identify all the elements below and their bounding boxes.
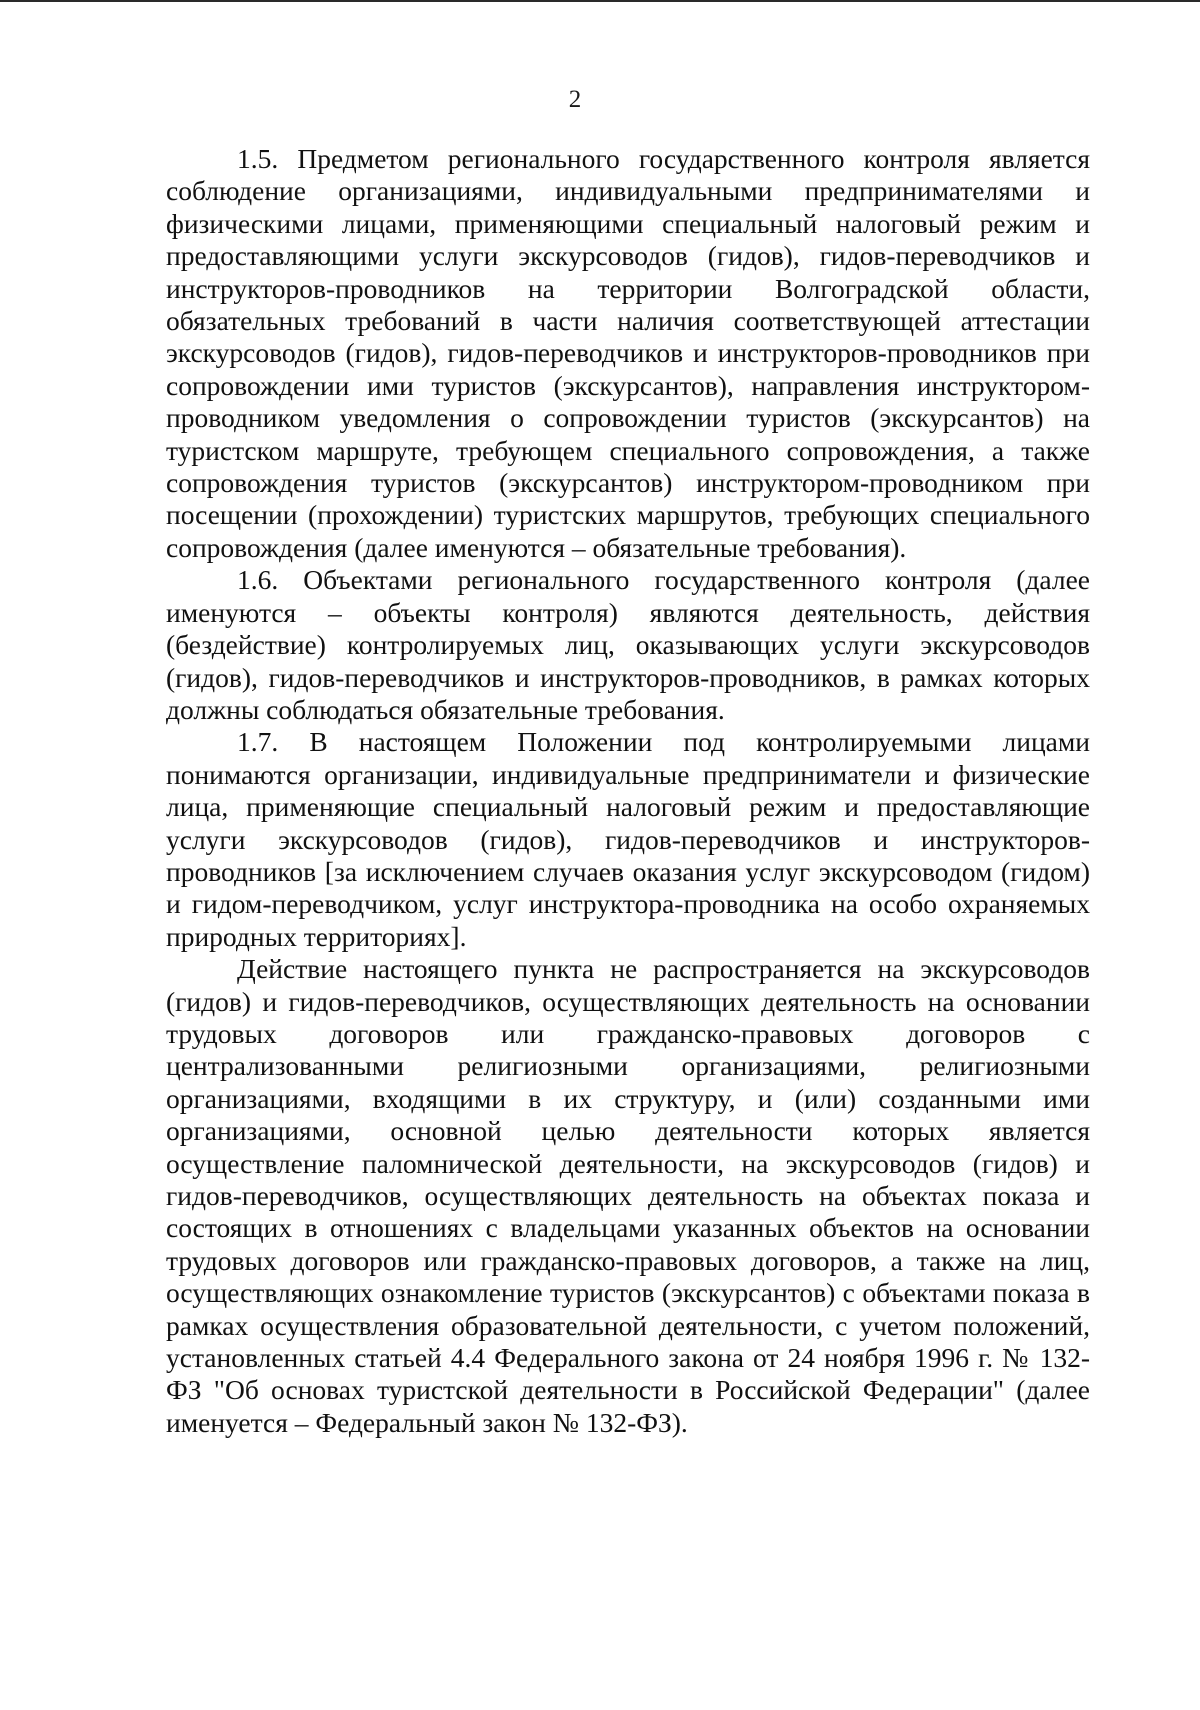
paragraph-1-5: 1.5. Предметом регионального государственного контроля является соблюдение организациями, индивидуальными предпринимателями и физическими лицами, применяющими специальный налоговый режим и предоставляющими услуги экскурсоводов (гидов), гидов-переводчиков и инструкторов-проводников на территории Волгоградской области, обязательных требований в части наличия соответствующей аттестации экскурсоводов (гидов), гидов-переводчиков и инструкторов-проводников при сопровождении ими туристов (экскурсантов), направления инструктором-проводником уведомления о сопровождении туристов (экскурсантов) на туристском маршруте, требующем специального сопровождения, а также сопровождения туристов (экскурсантов) инструктором-проводником при посещении (прохождении) туристских маршрутов, требующих специального сопровождения (далее именуются – обязательные требования).: [166, 143, 1090, 563]
paragraph-1-6: 1.6. Объектами регионального государственного контроля (далее именуются – объекты контроля) являются деятельность, действия (бездействие) контролируемых лиц, оказывающих услуги экскурсоводов (гидов), гидов-переводчиков и инструкторов-проводников, в рамках которых должны соблюдаться обязательные требования.: [166, 564, 1090, 725]
paragraph-1-7-exception: Действие настоящего пункта не распространяется на экскурсоводов (гидов) и гидов-переводчиков, осуществляющих деятельность на основании трудовых договоров или гражданско-правовых договоров с централизованными религиозными организациями, религиозными организациями, входящими в их структуру, и (или) созданными ими организациями, основной целью деятельности которых является осуществление паломнической деятельности, на экскурсоводов (гидов) и гидов-переводчиков, осуществляющих деятельность на объектах показа и состоящих в отношениях с владельцами указанных объектов на основании трудовых договоров или гражданско-правовых договоров, а также на лиц, осуществляющих ознакомление туристов (экскурсантов) с объектами показа в рамках осуществления образовательной деятельности, с учетом положений, установленных статьей 4.4 Федерального закона от 24 ноября 1996 г. № 132-ФЗ "Об основах туристской деятельности в Российской Федерации" (далее именуется – Федеральный закон № 132-ФЗ).: [166, 953, 1090, 1438]
page-number: 2: [568, 86, 582, 113]
paragraph-1-7: 1.7. В настоящем Положении под контролируемыми лицами понимаются организации, индивидуальные предприниматели и физические лица, применяющие специальный налоговый режим и предоставляющие услуги экскурсоводов (гидов), гидов-переводчиков и инструкторов-проводников [за исключением случаев оказания услуг экскурсоводом (гидом) и гидом-переводчиком, услуг инструктора-проводника на особо охраняемых природных территориях].: [166, 726, 1090, 952]
page-top-edge: [0, 0, 1200, 2]
document-body: [166, 143, 1090, 1439]
